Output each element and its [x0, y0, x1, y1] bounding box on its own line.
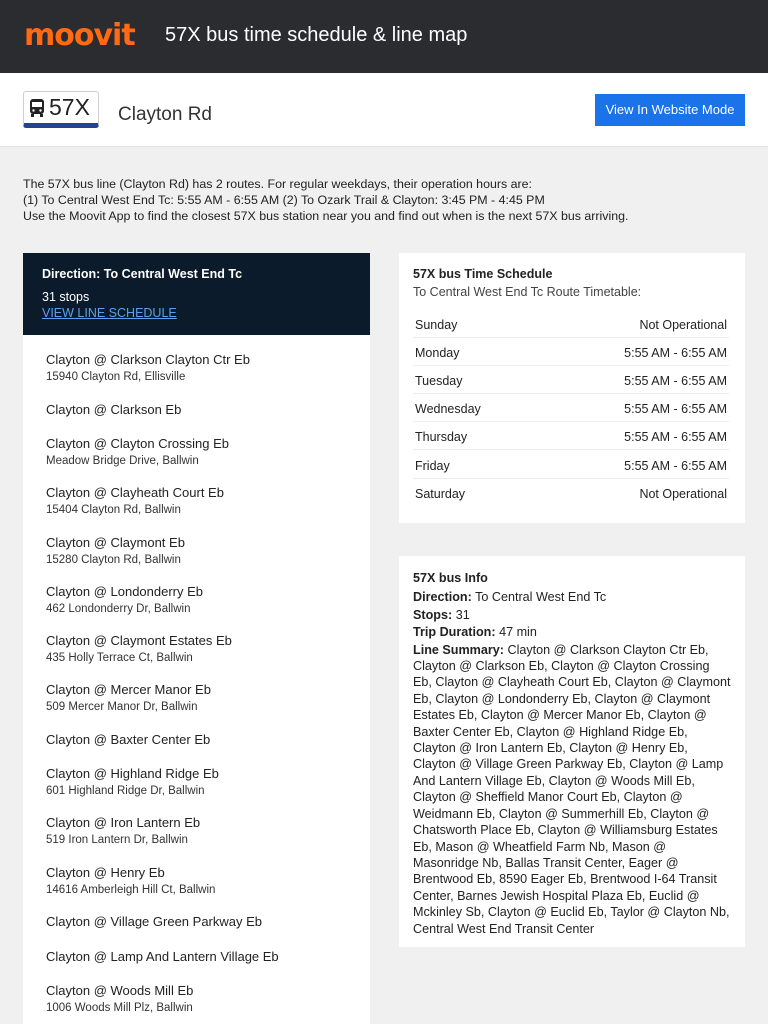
info-direction — [413, 589, 731, 605]
schedule-day: Tuesday — [415, 374, 463, 388]
stop-address: 15280 Clayton Rd, Ballwin — [46, 554, 181, 566]
stop-name: Clayton @ Lamp And Lantern Village Eb — [46, 949, 279, 964]
stop-name: Clayton @ Woods Mill Eb — [46, 983, 194, 998]
info-duration — [413, 624, 731, 640]
intro-text — [23, 176, 748, 224]
info-value: 47 min — [499, 625, 537, 640]
schedule-row — [413, 423, 729, 450]
list-item[interactable] — [46, 436, 229, 467]
schedule-time: 5:55 AM - 6:55 AM — [624, 402, 727, 416]
stop-address: 15404 Clayton Rd, Ballwin — [46, 504, 181, 516]
top-header — [0, 0, 768, 73]
list-item[interactable] — [46, 983, 193, 1014]
schedule-day: Thursday — [415, 430, 468, 444]
list-item[interactable] — [46, 682, 211, 713]
stop-name: Clayton @ Clayheath Court Eb — [46, 485, 224, 500]
list-item[interactable] — [46, 485, 224, 516]
stop-address: 601 Highland Ridge Dr, Ballwin — [46, 785, 205, 797]
stops-count: 31 stops — [42, 290, 90, 304]
route-badge — [23, 91, 99, 128]
stop-name: Clayton @ Clarkson Eb — [46, 402, 182, 417]
schedule-time: 5:55 AM - 6:55 AM — [624, 346, 727, 360]
schedule-time: Not Operational — [639, 487, 727, 501]
info-value: 31 — [455, 607, 470, 622]
info-label: Stops: — [413, 607, 453, 622]
stop-address: 15940 Clayton Rd, Ellisville — [46, 371, 186, 383]
schedule-time: 5:55 AM - 6:55 AM — [624, 459, 727, 473]
schedule-subtitle: To Central West End Tc Route Timetable: — [413, 285, 642, 299]
stops-list — [23, 335, 370, 1024]
schedule-time: 5:55 AM - 6:55 AM — [624, 430, 727, 444]
list-item[interactable] — [46, 633, 232, 664]
route-name: Clayton Rd — [118, 104, 212, 125]
stop-address: 519 Iron Lantern Dr, Ballwin — [46, 834, 188, 846]
list-item[interactable] — [46, 352, 250, 383]
time-schedule-card — [399, 253, 745, 523]
info-summary — [413, 642, 731, 937]
moovit-logo[interactable]: moovit — [24, 18, 135, 53]
intro-line: (1) To Central West End Tc: 5:55 AM - 6:55 AM (2) To Ozark Trail & Clayton: 3:45 PM - 4:45 PM — [23, 193, 545, 207]
schedule-title: 57X bus Time Schedule — [413, 267, 553, 281]
bus-info-content — [413, 570, 731, 938]
schedule-row — [413, 367, 729, 394]
schedule-row — [413, 452, 729, 479]
route-number: 57X — [49, 94, 90, 120]
schedule-row — [413, 311, 729, 338]
stop-address: 462 Londonderry Dr, Ballwin — [46, 603, 191, 615]
stop-name: Clayton @ Claymont Estates Eb — [46, 633, 232, 648]
list-item[interactable] — [46, 949, 279, 964]
schedule-time: 5:55 AM - 6:55 AM — [624, 374, 727, 388]
schedule-row — [413, 339, 729, 366]
info-value: To Central West End Tc — [475, 590, 607, 605]
stop-name: Clayton @ Henry Eb — [46, 865, 165, 880]
intro-line: Use the Moovit App to find the closest 57X bus station near you and find out when is the next 57X bus arriving. — [23, 209, 629, 223]
stop-address: 509 Mercer Manor Dr, Ballwin — [46, 701, 198, 713]
list-item[interactable] — [46, 766, 219, 797]
info-label: Trip Duration: — [413, 625, 496, 640]
schedule-day: Wednesday — [415, 402, 481, 416]
direction-card — [23, 253, 370, 335]
list-item[interactable] — [46, 914, 262, 929]
stop-name: Clayton @ Mercer Manor Eb — [46, 682, 211, 697]
schedule-row — [413, 395, 729, 422]
info-label: Direction: — [413, 590, 472, 605]
schedule-time: Not Operational — [639, 318, 727, 332]
info-stops — [413, 607, 731, 623]
stop-name: Clayton @ Village Green Parkway Eb — [46, 914, 263, 929]
stop-address: 435 Holly Terrace Ct, Ballwin — [46, 652, 193, 664]
list-item[interactable] — [46, 732, 210, 747]
direction-title: Direction: To Central West End Tc — [42, 267, 243, 281]
bus-info-card — [399, 556, 745, 947]
stop-address: Meadow Bridge Drive, Ballwin — [46, 455, 199, 467]
list-item[interactable] — [46, 402, 181, 417]
info-title: 57X bus Info — [413, 571, 488, 585]
info-value: Clayton @ Clarkson Clayton Ctr Eb, Clayton @ Clarkson Eb, Clayton @ Clayton Crossing Eb, Clayton @ Clayheath Court Eb, Clayton @ Claymont Eb, Clayton @ Londonderry Eb, Clayton @ Claymont Estates Eb, Clayton @ Mercer Manor Eb, Clayton @ Baxter Center Eb, Clayton @ Highland Ridge Eb, Clayton @ Iron Lantern Eb, Clayton @ Henry Eb, Clayton @ Village Green Parkway Eb, Clayton @ Lamp And Lantern Village Eb, Clayton @ Woods Mill Eb, Clayton @ Sheffield Manor Court Eb, Clayton @ Weidmann Eb, Clayton @ Summerhill Eb, Clayton @ Chatsworth Place Eb, Clayton @ Williamsburg Estates Eb, Mason @ Wheatfield Farm Nb, Mason @ Masonridge Nb, Ballas Transit Center, Eager @ Brentwood Eb, 8590 Eager Eb, Brentwood I-64 Transit Center, Barnes Jewish Hospital Plaza Eb, Euclid @ Mckinley Sb, Clayton @ Euclid Eb, Taylor @ Clayton Nb, Central West End Transit Center — [413, 642, 731, 936]
stop-name: Clayton @ Londonderry Eb — [46, 584, 204, 599]
stop-name: Clayton @ Claymont Eb — [46, 535, 185, 550]
schedule-day: Sunday — [415, 318, 458, 332]
stop-name: Clayton @ Clarkson Clayton Ctr Eb — [46, 352, 250, 367]
list-item[interactable] — [46, 584, 203, 615]
schedule-row — [413, 480, 729, 507]
stop-name: Clayton @ Highland Ridge Eb — [46, 766, 219, 781]
route-header — [0, 73, 768, 147]
schedule-day: Saturday — [415, 487, 466, 501]
stop-address: 14616 Amberleigh Hill Ct, Ballwin — [46, 884, 216, 896]
schedule-day: Friday — [415, 459, 450, 473]
list-item[interactable] — [46, 865, 215, 896]
view-website-mode-button[interactable]: View In Website Mode — [595, 94, 745, 126]
list-item[interactable] — [46, 815, 200, 846]
list-item[interactable] — [46, 535, 185, 566]
info-label: Line Summary: — [413, 642, 504, 657]
stop-name: Clayton @ Iron Lantern Eb — [46, 815, 201, 830]
view-line-schedule-link[interactable]: VIEW LINE SCHEDULE — [42, 306, 177, 320]
schedule-day: Monday — [415, 346, 460, 360]
stop-name: Clayton @ Baxter Center Eb — [46, 732, 211, 747]
stop-address: 1006 Woods Mill Plz, Ballwin — [46, 1002, 193, 1014]
page-title: 57X bus time schedule & line map — [165, 24, 468, 46]
bus-icon — [28, 98, 46, 118]
intro-line: The 57X bus line (Clayton Rd) has 2 routes. For regular weekdays, their operation hours are: — [23, 177, 532, 191]
stop-name: Clayton @ Clayton Crossing Eb — [46, 436, 229, 451]
